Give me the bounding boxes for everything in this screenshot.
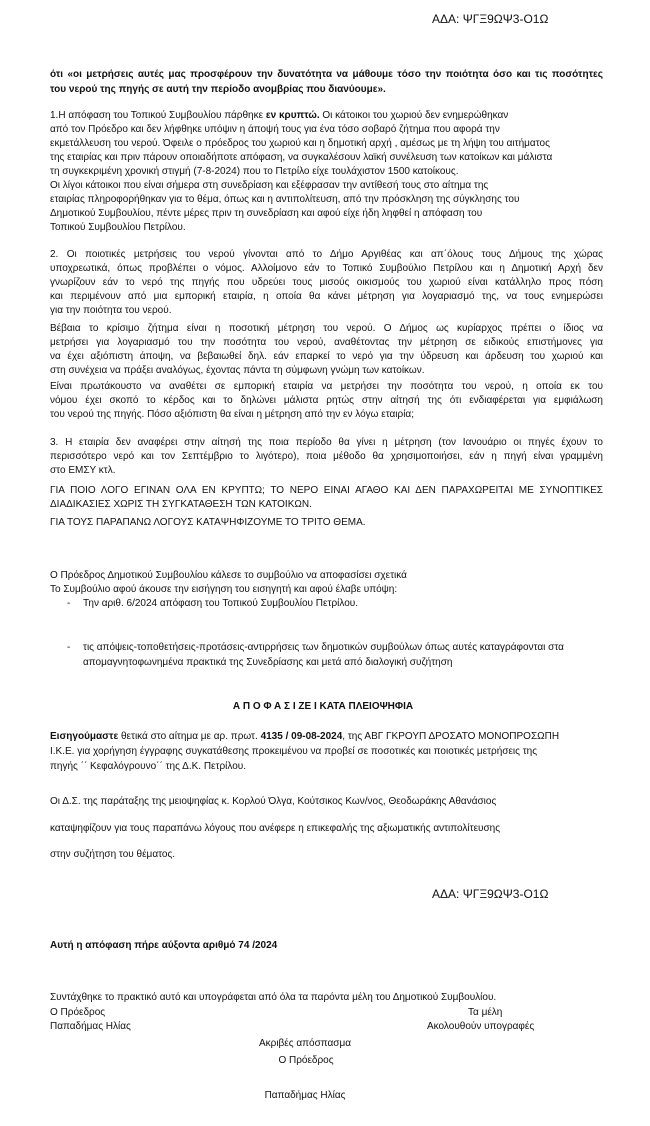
members-signatures: Ακολουθούν υπογραφές [427, 1021, 535, 1032]
president-label: Ο Πρόεδρος [50, 1007, 106, 1018]
ada-code-header: ΑΔΑ: ΨΓΞ9ΩΨ3-Ο1Ω [432, 12, 549, 26]
minority-line: Οι Δ.Σ. της παράταξης της μειοψηφίας κ. Κορλού Όλγα, Κούτσικος Κων/νος, Θεοδωράκης Αθανάσιος [50, 796, 497, 807]
paragraph-1-line: Τοπικού Συμβουλίου Πετρίλου. [50, 222, 186, 233]
bullet-item: Την αριθ. 6/2024 απόφαση του Τοπικού Συμβουλίου Πετρίλου. [83, 598, 359, 609]
paragraph-4-line: του νερού της πηγής. Πόσο αξιόπιστη θα είναι η μέτρηση από την εν λόγω εταιρία; [50, 409, 414, 420]
extract-president-label: Ο Πρόεδρος [278, 1055, 334, 1066]
paragraph-3-line: μετρήσει για λογαριασμό του την ποσότητα του νερού, αναθέτοντας την μέτρηση σε ειδικούς επιστήμονες για [50, 337, 603, 348]
bullet: - [67, 642, 71, 653]
text: , της ΑΒΓ ΓΚΡΟΥΠ ΔΡΟΣΑΤΟ ΜΟΝΟΠΡΟΣΩΠΗ [342, 731, 560, 742]
paragraph-1-line: εταιρίας πληροφορήθηκαν για το θέμα, όπως και η αντιπολίτευση, από την πρόσκληση της σύγκλησης του [50, 194, 520, 205]
paragraph-2-line: γνωρίζουν εάν το νερό της πηγής που υδρεύει τους μισούς οικισμούς του χωριού είναι κατάλληλο προς πόση [50, 277, 603, 288]
extract-label: Ακριβές απόσπασμα [258, 1038, 352, 1049]
paragraph-3-line: να έχει αξιόπιστη άποψη, να βεβαιωθεί δηλ. εάν επαρκεί το νερό για την ύδρευση και άρδευση του χωριού και [50, 351, 603, 362]
ada-code-footer: ΑΔΑ: ΨΓΞ9ΩΨ3-Ο1Ω [432, 887, 549, 901]
paragraph-5-line: 3. Η εταιρία δεν αναφέρει στην αίτησή της ποια περίοδο θα γίνει η μέτρηση (τον Ιανουάριο οι πηγές έχουν το [50, 437, 603, 448]
paragraph-6-line: ΔΙΑΔΙΚΑΣΙΕΣ ΧΩΡΙΣ ΤΗ ΣΥΓΚΑΤΑΘΕΣΗ ΤΩΝ ΚΑΤΟΙΚΩΝ. [50, 499, 312, 510]
council-line: Ο Πρόεδρος Δημοτικού Συμβουλίου κάλεσε το συμβούλιο να αποφασίσει σχετικά [50, 570, 407, 581]
paragraph-5-line: στο ΕΜΣΥ κτλ. [50, 465, 116, 476]
paragraph-1-line [50, 109, 508, 123]
paragraph-1-line: από τον Πρόεδρο και δεν λήφθηκε υπόψιν η άποψή τους για ένα τόσο σοβαρό ζήτημα που αφορά την [50, 124, 500, 135]
paragraph-1-line: τη συγκεκριμένη χρονική στιγμή (7-8-2024) που το Πετρίλο είχε τουλάχιστον 1500 κατοίκους. [50, 166, 459, 177]
minority-line: καταψηφίζουν για τους παραπάνω λόγους που ανέφερε η επικεφαλής της αξιωματικής αντιπολίτευσης [50, 823, 501, 834]
president-name: Παπαδήμας Ηλίας [50, 1021, 131, 1032]
text: 1.Η απόφαση του Τοπικού Συμβουλίου πάρθηκε [50, 110, 266, 121]
decision-heading: Α Π Ο Φ Α Σ Ι ΖΕ Ι ΚΑΤΑ ΠΛΕΙΟΨΗΦΙΑ [232, 701, 414, 712]
paragraph-1-line: εκμετάλλευση του νερού. Όφειλε ο πρόεδρος του χωριού και η δημοτική αρχή , αμέσως με τη λήψη του αιτήματος [50, 138, 550, 149]
members-label: Τα μέλη [468, 1007, 503, 1018]
paragraph-6-line: ΓΙΑ ΠΟΙΟ ΛΟΓΟ ΕΓΙΝΑΝ ΟΛΑ ΕΝ ΚΡΥΠΤΩ; ΤΟ ΝΕΡΟ ΕΙΝΑΙ ΑΓΑΘΟ ΚΑΙ ΔΕΝ ΠΑΡΑΧΩΡΕΙΤΑΙ ΜΕ ΣΥΝΟΠΤΙΚΕΣ [50, 485, 603, 496]
council-line: Το Συμβούλιο αφού άκουσε την εισήγηση του εισηγητή και αφού έλαβε υπόψη: [50, 584, 398, 595]
paragraph-4-line: νόμου έχει σκοπό το κέρδος και το δηλώνει μάλιστα ρητώς στην αίτησή της ότι ενδιαφέρεται για εμφιάλωση [50, 395, 603, 406]
intro-line: του νερού της πηγής σε αυτή την περίοδο ανομβρίας που διανύουμε». [50, 84, 386, 95]
decision-line: πηγής ΄΄ Κεφαλόγρουνο΄΄ της Δ.Κ. Πετρίλου. [50, 761, 247, 772]
paragraph-3-line: στη συνέχεια να πράξει αναλόγως, έχοντας πάντα τη σύμφωνη γνώμη των κατοίκων. [50, 365, 425, 376]
minority-line: στην συζήτηση του θέματος. [50, 849, 176, 860]
decision-number: Αυτή η απόφαση πήρε αύξοντα αριθμό 74 /2024 [50, 940, 278, 951]
extract-president-name: Παπαδήμας Ηλίας [264, 1090, 346, 1101]
decision-line [50, 730, 559, 744]
paragraph-1-line: Οι λίγοι κάτοικοι που είναι σήμερα στη συνεδρίαση και εξέφρασαν την αντίθεσή τους στο αίτημα της [50, 180, 489, 191]
paragraph-5-line: περισσότερο νερό και τον Σεπτέμβριο το λιγότερο), ποια μέθοδο θα χρησιμοποιήσει, εάν η πηγή είναι γραμμένη [50, 451, 603, 462]
intro-line: ότι «οι μετρήσεις αυτές μας προσφέρουν την δυνατότητα να μάθουμε τόσο την ποιότητα όσο και τις ποσότητες [50, 69, 603, 80]
signed-statement: Συντάχθηκε το πρακτικό αυτό και υπογράφεται από όλα τα παρόντα μέλη του Δημοτικού Συμβουλίου. [50, 992, 497, 1003]
paragraph-3-line: Βέβαια το κρίσιμο ζήτημα είναι η ποσοτική μέτρηση του νερού. Ο Δήμος ως κυρίαρχος πρέπει ο ίδιος να [50, 323, 603, 334]
emphasis-text: εν κρυπτώ. [265, 110, 320, 121]
decision-line: Ι.Κ.Ε. για χορήγηση έγγραφης συγκατάθεσης προκειμένου να προβεί σε ποσοτικές και ποιοτικές μετρήσεις της [50, 746, 538, 757]
paragraph-1-line: Δημοτικού Συμβουλίου, πέντε μέρες πριν τη συνεδρίαση και αφού είχε ήδη ληφθεί η απόφαση του [50, 208, 483, 219]
bullet-item: απομαγνητοφωνημένα πρακτικά της Συνεδρίασης και μετά από διαλογική συζήτηση [83, 657, 453, 668]
text: Οι κάτοικοι του χωριού δεν ενημερώθηκαν [319, 110, 509, 121]
bullet-item: τις απόψεις-τοποθετήσεις-προτάσεις-αντιρρήσεις των δημοτικών συμβούλων όπως αυτές καταγράφονται στα [83, 642, 564, 653]
paragraph-2-line: υποχρεωτικά, όπως προβλέπει ο νόμος. Αλλοίμονο εάν το Τοπικό Συμβούλιο Πετρίλου και η Δημοτική Αρχή δεν [50, 263, 603, 274]
bullet: - [67, 598, 71, 609]
paragraph-2-line: και περιμένουν από μια εμπορική εταιρία, η οποία θα κάνει μέτρηση για λογαριασμό της, να τους ενημερώσει [50, 291, 603, 302]
paragraph-2-line: για την ποιότητα του νερού. [50, 305, 172, 316]
paragraph-4-line: Είναι πρωτάκουστο να αναθέτει σε εμπορική εταιρία να μετρήσει την ποσότητα του νερού, η οποία εκ του [50, 381, 603, 392]
emphasis-text: Εισηγούμαστε [50, 731, 119, 742]
paragraph-1-line: της εταιρίας και πριν πάρουν οποιαδήποτε απόφαση, να συγκαλέσουν λαϊκή συνέλευση των κατοίκων και μάλιστα [50, 152, 553, 163]
paragraph-7-line: ΓΙΑ ΤΟΥΣ ΠΑΡΑΠΑΝΩ ΛΟΓΟΥΣ ΚΑΤΑΨΗΦΙΖΟΥΜΕ ΤΟ ΤΡΙΤΟ ΘΕΜΑ. [50, 517, 366, 528]
paragraph-2-line: 2. Οι ποιοτικές μετρήσεις του νερού γίνονται από το Δήμο Αργιθέας και απ΄όλους τους Δήμους της χώρας [50, 249, 603, 260]
protocol-number: 4135 / 09-08-2024 [260, 731, 343, 742]
text: θετικά στο αίτημα με αρ. πρωτ. [118, 731, 261, 742]
